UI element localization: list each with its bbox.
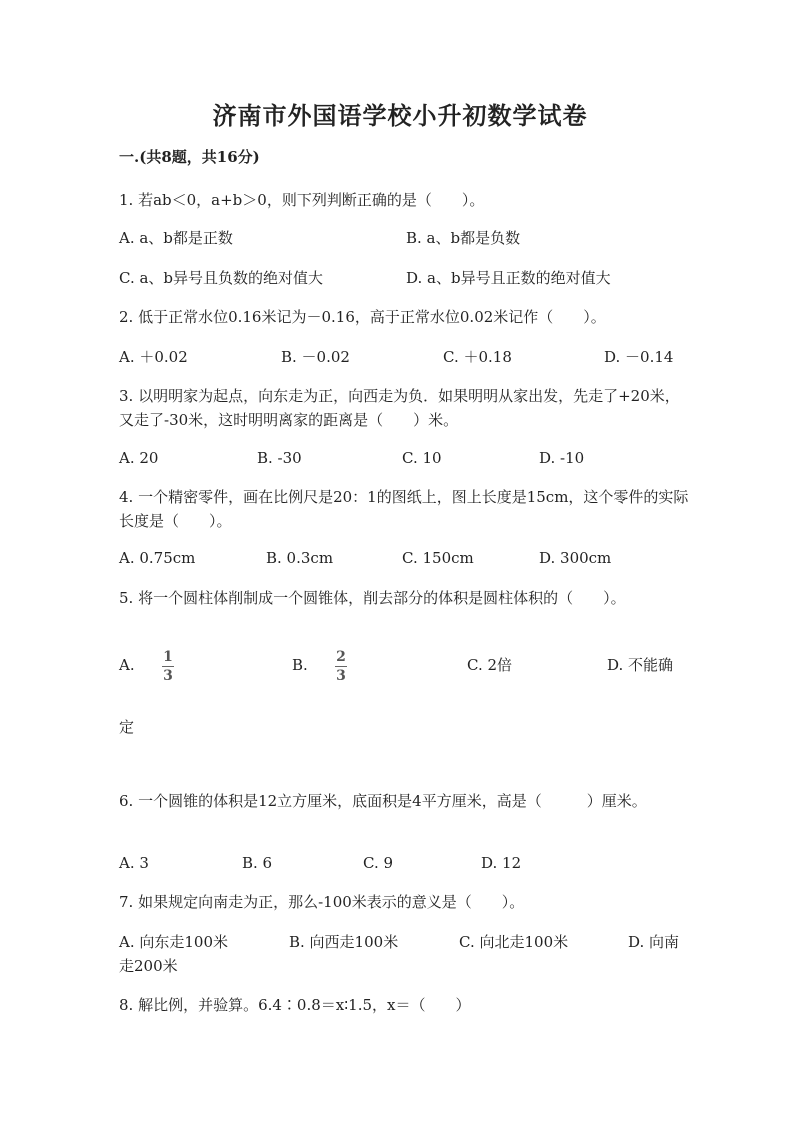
q6-option-d: D. 12 [481, 854, 522, 872]
q3-option-d: D. -10 [539, 449, 585, 467]
q5-fraction-one-third [162, 650, 174, 683]
q7-option-d-wrap: 走200米 [119, 957, 178, 975]
question-7: 7. 如果规定向南走为正，那么-100米表示的意义是（ ）。 [119, 893, 525, 911]
question-4: 4. 一个精密零件，画在比例尺是20：1的图纸上，图上长度是15cm，这个零件的实际长度是（ ）。 [119, 488, 689, 530]
q4-option-c: C. 150cm [402, 549, 474, 567]
fraction-denominator: 3 [163, 668, 173, 684]
q1-option-a: A. a、b都是正数 [119, 229, 233, 247]
q5-option-d-wrap: 定 [119, 718, 135, 736]
q1-option-d: D. a、b异号且正数的绝对值大 [406, 269, 611, 287]
q6-option-b: B. 6 [242, 854, 273, 872]
question-5: 5. 将一个圆柱体削制成一个圆锥体，削去部分的体积是圆柱体积的（ ）。 [119, 589, 626, 607]
q2-option-a: A. ＋0.02 [119, 348, 188, 366]
q7-option-b: B. 向西走100米 [289, 933, 399, 951]
q3-option-b: B. -30 [257, 449, 302, 467]
q1-option-b: B. a、b都是负数 [406, 229, 521, 247]
fraction-bar [162, 666, 174, 667]
page-title: 济南市外国语学校小升初数学试卷 [212, 101, 588, 130]
q6-option-c: C. 9 [363, 854, 394, 872]
question-2: 2. 低于正常水位0.16米记为－0.16，高于正常水位0.02米记作（ ）。 [119, 308, 606, 326]
q5-option-d: D. 不能确 [607, 656, 674, 674]
q2-option-b: B. －0.02 [281, 348, 350, 366]
q5-fraction-two-thirds [335, 650, 347, 683]
q2-option-c: C. ＋0.18 [443, 348, 512, 366]
q4-option-a: A. 0.75cm [119, 549, 196, 567]
q5-option-c: C. 2倍 [467, 656, 513, 674]
question-3: 3. 以明明家为起点，向东走为正，向西走为负．如果明明从家出发，先走了+20米，又走了-30米，这时明明离家的距离是（ ）米。 [119, 387, 680, 429]
section-heading: 一.(共8题，共16分) [119, 148, 260, 166]
fraction-denominator: 3 [336, 668, 346, 684]
question-8: 8. 解比例，并验算。6.4∶0.8＝x∶1.5，x＝（ ） [119, 996, 471, 1014]
fraction-numerator: 1 [163, 649, 173, 665]
q4-option-d: D. 300cm [539, 549, 612, 567]
q3-option-c: C. 10 [402, 449, 442, 467]
q1-option-c: C. a、b异号且负数的绝对值大 [119, 269, 324, 287]
q3-option-a: A. 20 [119, 449, 159, 467]
fraction-numerator: 2 [336, 649, 346, 665]
fraction-bar [335, 666, 347, 667]
q6-option-a: A. 3 [119, 854, 149, 872]
q7-option-c: C. 向北走100米 [459, 933, 569, 951]
q5-option-b: B. [292, 656, 308, 674]
question-1: 1. 若ab＜0，a+b＞0，则下列判断正确的是（ ）。 [119, 191, 485, 209]
q5-option-a: A. [119, 656, 135, 674]
q4-option-b: B. 0.3cm [266, 549, 334, 567]
q2-option-d: D. －0.14 [604, 348, 674, 366]
q7-option-d: D. 向南 [628, 933, 680, 951]
question-6: 6. 一个圆锥的体积是12立方厘米，底面积是4平方厘米，高是（ ）厘米。 [119, 792, 647, 810]
q7-option-a: A. 向东走100米 [119, 933, 228, 951]
